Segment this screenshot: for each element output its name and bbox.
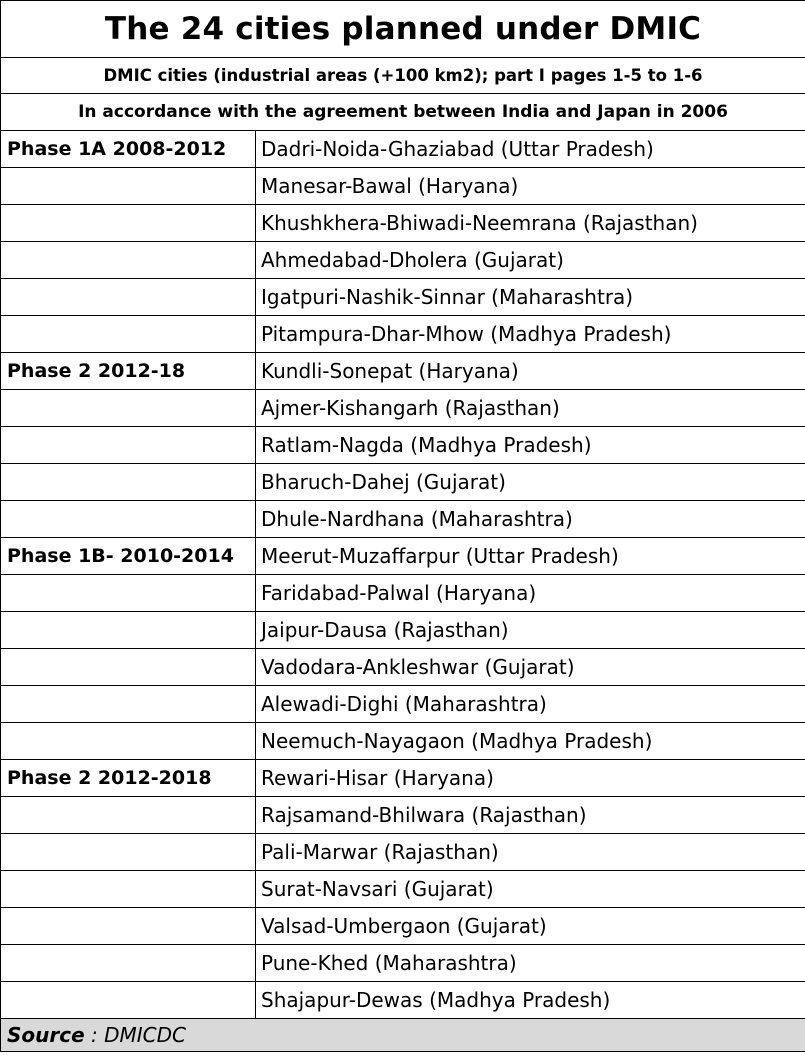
table-row bbox=[1, 316, 805, 353]
table-subtitle-1: DMIC cities (industrial areas (+100 km2); part I pages 1-5 to 1-6 bbox=[1, 58, 805, 94]
phase-cell: Phase 1B- 2010-2014 bbox=[1, 538, 256, 575]
city-cell: Vadodara-Ankleshwar (Gujarat) bbox=[256, 649, 805, 686]
phase-cell bbox=[1, 649, 256, 686]
phase-cell bbox=[1, 723, 256, 760]
city-cell: Valsad-Umbergaon (Gujarat) bbox=[256, 908, 805, 945]
table-row bbox=[1, 908, 805, 945]
phase-cell bbox=[1, 908, 256, 945]
phase-cell bbox=[1, 316, 256, 353]
phase-cell bbox=[1, 390, 256, 427]
city-cell: Surat-Navsari (Gujarat) bbox=[256, 871, 805, 908]
table-row bbox=[1, 390, 805, 427]
table-row bbox=[1, 797, 805, 834]
city-cell: Meerut-Muzaffarpur (Uttar Pradesh) bbox=[256, 538, 805, 575]
table-row bbox=[1, 131, 805, 168]
city-cell: Pune-Khed (Maharashtra) bbox=[256, 945, 805, 982]
city-cell: Bharuch-Dahej (Gujarat) bbox=[256, 464, 805, 501]
city-cell: Pali-Marwar (Rajasthan) bbox=[256, 834, 805, 871]
phase-cell bbox=[1, 279, 256, 316]
city-cell: Neemuch-Nayagaon (Madhya Pradesh) bbox=[256, 723, 805, 760]
table-row bbox=[1, 427, 805, 464]
phase-cell: Phase 2 2012-18 bbox=[1, 353, 256, 390]
city-cell: Pitampura-Dhar-Mhow (Madhya Pradesh) bbox=[256, 316, 805, 353]
city-cell: Rewari-Hisar (Haryana) bbox=[256, 760, 805, 797]
table-row bbox=[1, 686, 805, 723]
city-cell: Manesar-Bawal (Haryana) bbox=[256, 168, 805, 205]
table-row bbox=[1, 501, 805, 538]
phase-cell bbox=[1, 464, 256, 501]
phase-cell bbox=[1, 575, 256, 612]
table-row bbox=[1, 982, 805, 1019]
table-row bbox=[1, 279, 805, 316]
phase-cell bbox=[1, 242, 256, 279]
phase-cell bbox=[1, 501, 256, 538]
table-subtitle-2: In accordance with the agreement between India and Japan in 2006 bbox=[1, 94, 805, 131]
table-row bbox=[1, 242, 805, 279]
city-cell: Dadri-Noida-Ghaziabad (Uttar Pradesh) bbox=[256, 131, 805, 168]
table-row bbox=[1, 205, 805, 242]
phase-cell: Phase 2 2012-2018 bbox=[1, 760, 256, 797]
source-row bbox=[1, 1019, 805, 1052]
table-row bbox=[1, 760, 805, 797]
source-label: Source bbox=[7, 1023, 85, 1047]
phase-cell bbox=[1, 427, 256, 464]
city-cell: Rajsamand-Bhilwara (Rajasthan) bbox=[256, 797, 805, 834]
phase-cell bbox=[1, 834, 256, 871]
table-row bbox=[1, 871, 805, 908]
city-cell: Khushkhera-Bhiwadi-Neemrana (Rajasthan) bbox=[256, 205, 805, 242]
table-row bbox=[1, 168, 805, 205]
phase-cell bbox=[1, 686, 256, 723]
city-cell: Ahmedabad-Dholera (Gujarat) bbox=[256, 242, 805, 279]
source-value: DMICDC bbox=[104, 1023, 187, 1047]
city-cell: Dhule-Nardhana (Maharashtra) bbox=[256, 501, 805, 538]
phase-cell bbox=[1, 871, 256, 908]
city-cell: Shajapur-Dewas (Madhya Pradesh) bbox=[256, 982, 805, 1019]
city-cell: Alewadi-Dighi (Maharashtra) bbox=[256, 686, 805, 723]
phase-cell: Phase 1A 2008-2012 bbox=[1, 131, 256, 168]
phase-cell bbox=[1, 612, 256, 649]
table-row bbox=[1, 575, 805, 612]
phase-cell bbox=[1, 945, 256, 982]
subtitle-row-1 bbox=[1, 58, 805, 94]
table-row bbox=[1, 945, 805, 982]
table-row bbox=[1, 649, 805, 686]
source-separator: : bbox=[84, 1023, 105, 1047]
table-row bbox=[1, 612, 805, 649]
table-row bbox=[1, 464, 805, 501]
table-title: The 24 cities planned under DMIC bbox=[1, 1, 805, 58]
table-row bbox=[1, 834, 805, 871]
phase-cell bbox=[1, 168, 256, 205]
source-note bbox=[1, 1019, 805, 1052]
city-cell: Ajmer-Kishangarh (Rajasthan) bbox=[256, 390, 805, 427]
city-cell: Jaipur-Dausa (Rajasthan) bbox=[256, 612, 805, 649]
city-cell: Faridabad-Palwal (Haryana) bbox=[256, 575, 805, 612]
city-cell: Kundli-Sonepat (Haryana) bbox=[256, 353, 805, 390]
phase-cell bbox=[1, 797, 256, 834]
title-row bbox=[1, 1, 805, 58]
phase-cell bbox=[1, 205, 256, 242]
table-row bbox=[1, 723, 805, 760]
subtitle-row-2 bbox=[1, 94, 805, 131]
table-row bbox=[1, 538, 805, 575]
city-cell: Ratlam-Nagda (Madhya Pradesh) bbox=[256, 427, 805, 464]
city-cell: Igatpuri-Nashik-Sinnar (Maharashtra) bbox=[256, 279, 805, 316]
table-row bbox=[1, 353, 805, 390]
phase-cell bbox=[1, 982, 256, 1019]
